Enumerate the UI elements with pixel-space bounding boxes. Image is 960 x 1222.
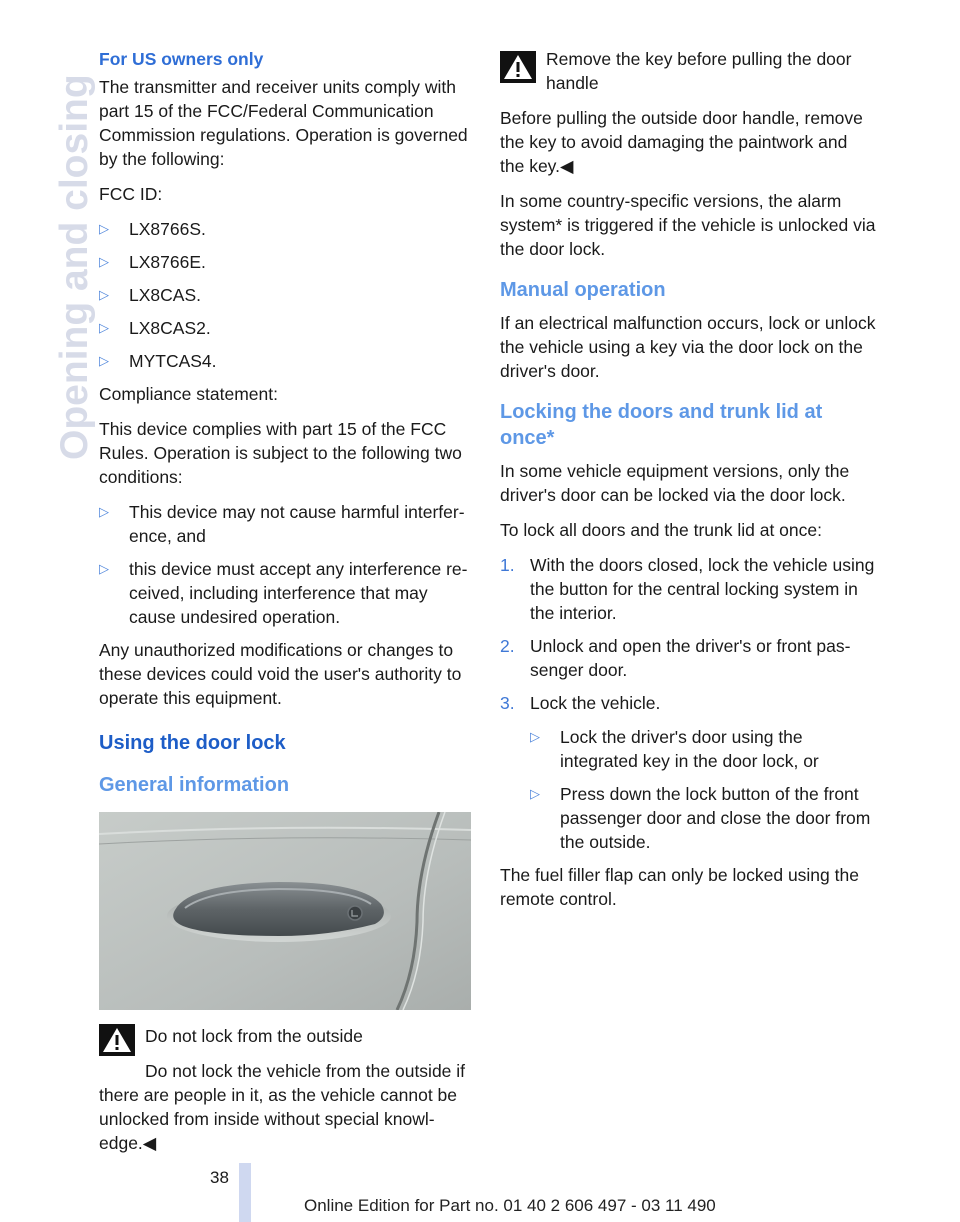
warning-remove-key xyxy=(500,47,876,178)
warning-text: Do not lock the vehicle from the outside if there are people in it, as the vehicle cannot be unlocked from inside without special knowl-edge.◀ xyxy=(99,1061,466,1153)
warning-triangle-icon xyxy=(500,51,536,83)
bullet-triangle-icon: ▷ xyxy=(99,561,109,576)
locking-heading: Locking the doors and trunk lid at once* xyxy=(500,401,823,449)
conditions-list xyxy=(99,500,475,629)
fcc-id-label: FCC ID: xyxy=(99,184,163,204)
locking-paragraph-1: In some vehicle equipment versions, only the driver's door can be locked via the door lock. xyxy=(500,461,850,505)
list-item: ▷ this device must accept any interference re-ceived, including interference that may cause undesired operation. xyxy=(99,559,468,627)
warning-triangle-icon xyxy=(99,1024,135,1056)
bullet-triangle-icon: ▷ xyxy=(99,254,109,269)
list-item: ▷ MYTCAS4. xyxy=(99,351,217,371)
us-owners-heading: For US owners only xyxy=(99,49,264,69)
manual-operation-heading: Manual operation xyxy=(500,279,666,301)
fcc-paragraph: The transmitter and receiver units comply with part 15 of the FCC/Federal Communication Commission regulations. Operation is governed by the following: xyxy=(99,77,468,169)
list-item: 3. Lock the vehicle. ▷ Lock the driver's door using the integrated key in the door lock, or ▷ Press down the lock button of the front passenger door and close the door from the outside. xyxy=(500,691,876,854)
bullet-triangle-icon: ▷ xyxy=(99,504,109,519)
warning-title: Do not lock from the outside xyxy=(145,1026,363,1046)
locking-steps xyxy=(500,553,876,854)
list-item: ▷ LX8766S. xyxy=(99,219,206,239)
page-number: 38 xyxy=(210,1168,229,1187)
fcc-id-list xyxy=(99,217,475,373)
left-column xyxy=(99,47,475,1166)
fuel-paragraph: The fuel filler flap can only be locked using the remote control. xyxy=(500,865,859,909)
side-chapter-title xyxy=(0,42,96,462)
manual-paragraph: If an electrical malfunction occurs, lock or unlock the vehicle using a key via the door lock on the driver's door. xyxy=(500,313,876,381)
warning-title: Remove the key before pulling the door handle xyxy=(546,49,852,93)
compliance-label: Compliance statement: xyxy=(99,384,278,404)
section-heading: Using the door lock xyxy=(99,732,286,754)
edition-footer: Online Edition for Part no. 01 40 2 606 497 - 03 11 490 xyxy=(304,1196,716,1215)
footer-bar xyxy=(239,1163,251,1222)
list-item: ▷ Lock the driver's door using the integrated key in the door lock, or xyxy=(530,727,819,771)
locking-paragraph-2: To lock all doors and the trunk lid at once: xyxy=(500,520,822,540)
bullet-triangle-icon: ▷ xyxy=(530,786,540,801)
general-info-heading: General information xyxy=(99,774,290,796)
warning-text: Before pulling the outside door handle, remove the key to avoid damaging the paintwork and the key.◀ xyxy=(500,108,863,176)
list-item: ▷ This device may not cause harmful interfer-ence, and xyxy=(99,502,465,546)
list-item: ▷ LX8CAS2. xyxy=(99,318,211,338)
chapter-title-text: Opening and closing xyxy=(53,74,96,460)
step3-options xyxy=(530,725,876,854)
bullet-triangle-icon: ▷ xyxy=(99,221,109,236)
bullet-triangle-icon: ▷ xyxy=(530,729,540,744)
right-column xyxy=(500,47,876,922)
door-handle-illustration xyxy=(99,812,471,1010)
bullet-triangle-icon: ▷ xyxy=(99,287,109,302)
bullet-triangle-icon: ▷ xyxy=(99,353,109,368)
list-item: ▷ LX8CAS. xyxy=(99,285,201,305)
list-item: ▷ Press down the lock button of the front passenger door and close the door from the outside. xyxy=(530,784,871,852)
modifications-paragraph: Any unauthorized modifications or changes to these devices could void the user's authority to operate this equipment. xyxy=(99,640,462,708)
list-item: 2. Unlock and open the driver's or front pas-senger door. xyxy=(500,636,851,680)
compliance-paragraph: This device complies with part 15 of the FCC Rules. Operation is subject to the following two conditions: xyxy=(99,419,462,487)
warning-do-not-lock xyxy=(99,1024,475,1155)
bullet-triangle-icon: ▷ xyxy=(99,320,109,335)
list-item: ▷ LX8766E. xyxy=(99,252,206,272)
alarm-paragraph: In some country-specific versions, the alarm system* is triggered if the vehicle is unlocked via the door lock. xyxy=(500,191,876,259)
list-item: 1. With the doors closed, lock the vehicle using the button for the central locking system in the interior. xyxy=(500,555,875,623)
